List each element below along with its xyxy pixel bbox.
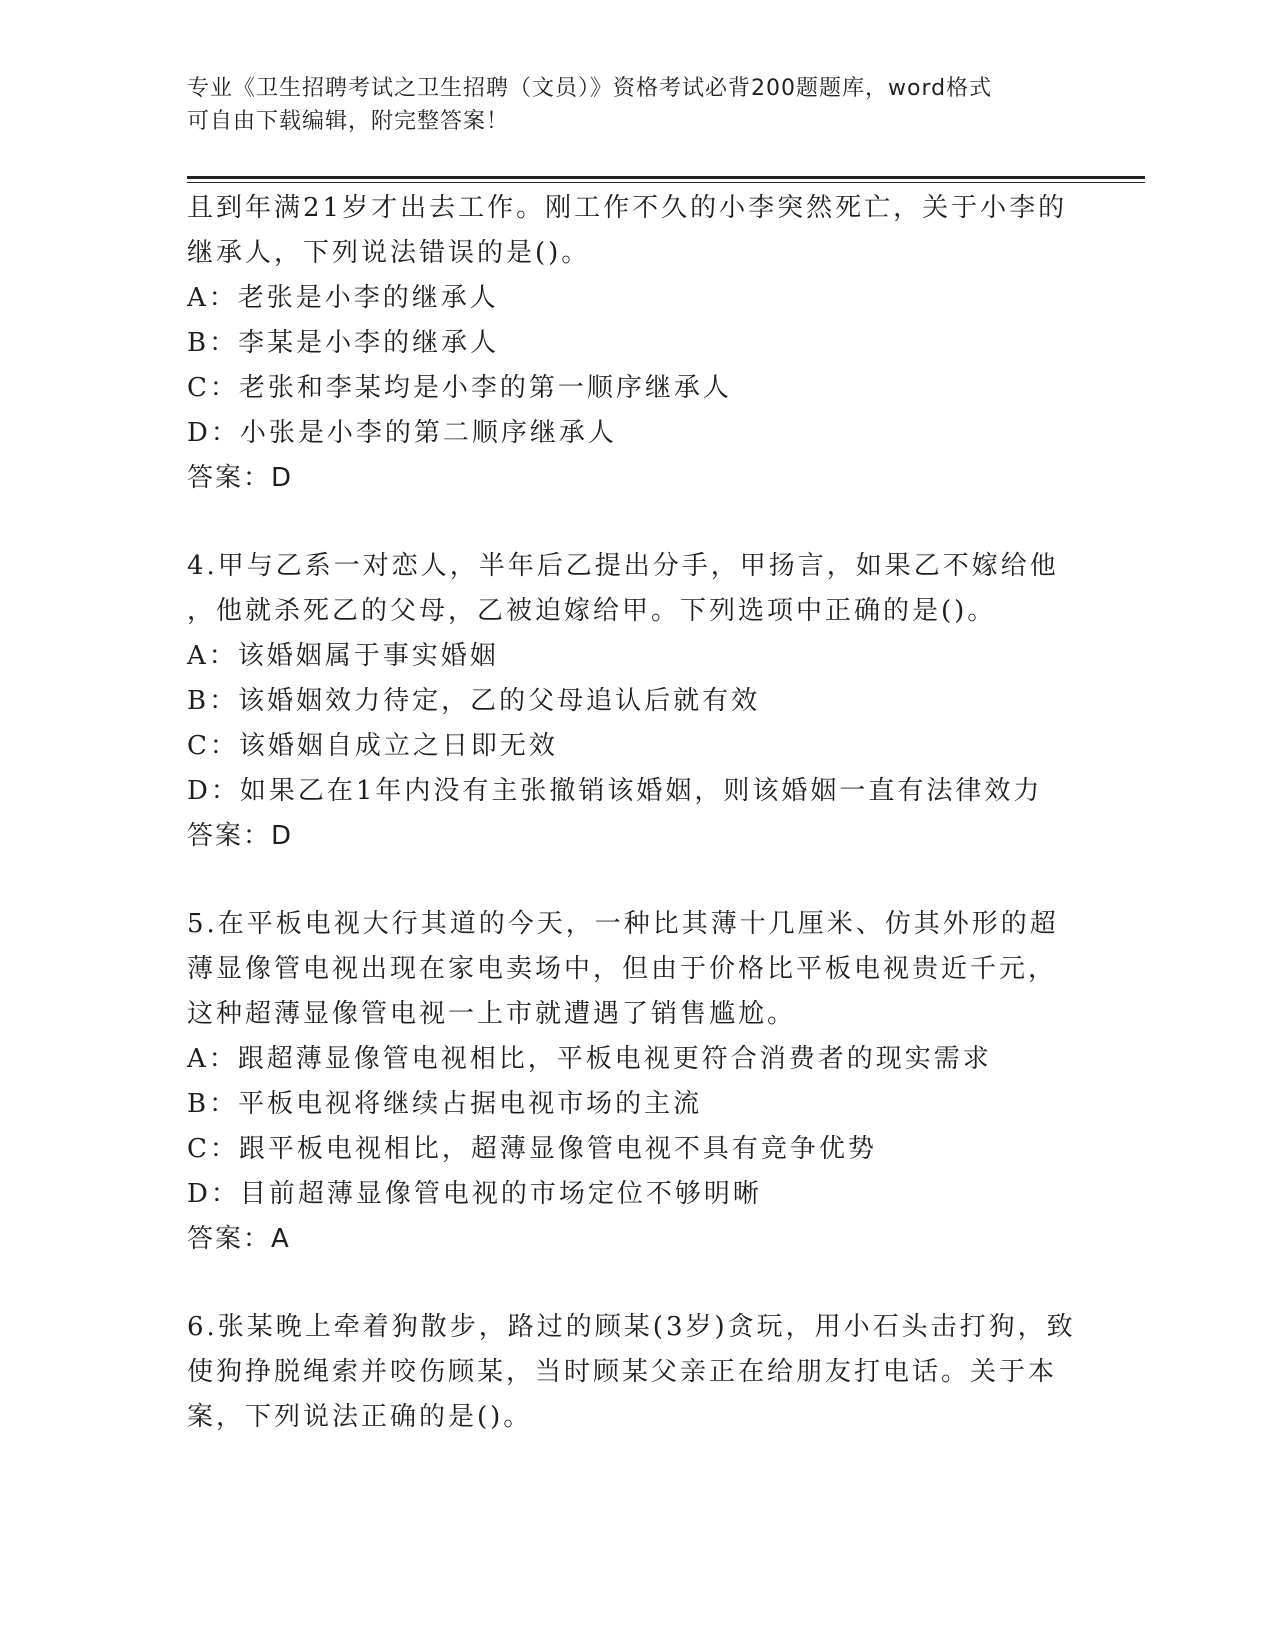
question-text-line: 薄显像管电视出现在家电卖场中，但由于价格比平板电视贵近千元， <box>187 954 1058 984</box>
question-text-line: 使狗挣脱绳索并咬伤顾某，当时顾某父亲正在给朋友打电话。关于本 <box>187 1357 1058 1387</box>
question-4 <box>187 544 1087 859</box>
option-c: C：该婚姻自成立之日即无效 <box>187 731 558 761</box>
option-a: A：老张是小李的继承人 <box>187 283 499 313</box>
option-a: A：该婚姻属于事实婚姻 <box>187 641 499 671</box>
question-text-line: 这种超薄显像管电视一上市就遭遇了销售尴尬。 <box>187 999 797 1029</box>
question-text-line: 且到年满21岁才出去工作。刚工作不久的小李突然死亡，关于小李的 <box>187 193 1068 223</box>
question-text-line: ，他就杀死乙的父母，乙被迫嫁给甲。下列选项中正确的是()。 <box>187 596 997 626</box>
question-6 <box>187 1305 1087 1440</box>
document-header <box>187 72 1067 138</box>
document-body <box>187 186 1087 1440</box>
header-line-2: 可自由下载编辑，附完整答案！ <box>187 109 510 134</box>
spacer <box>187 501 1087 544</box>
spacer <box>187 859 1087 902</box>
option-c: C：老张和李某均是小李的第一顺序继承人 <box>187 373 732 403</box>
header-divider-thick <box>187 176 1145 179</box>
option-a: A：跟超薄显像管电视相比，平板电视更符合消费者的现实需求 <box>187 1044 992 1074</box>
question-text-line: 案，下列说法正确的是()。 <box>187 1402 533 1432</box>
question-text-line: 5.在平板电视大行其道的今天，一种比其薄十几厘米、仿其外形的超 <box>187 909 1059 939</box>
question-text-line: 继承人，下列说法错误的是()。 <box>187 238 591 268</box>
answer-line: 答案：D <box>187 821 294 851</box>
option-d: D：小张是小李的第二顺序继承人 <box>187 418 617 448</box>
header-line-1: 专业《卫生招聘考试之卫生招聘（文员）》资格考试必背200题题库，word格式 <box>187 76 993 101</box>
question-text-line: 4.甲与乙系一对恋人，半年后乙提出分手，甲扬言，如果乙不嫁给他 <box>187 551 1059 581</box>
header-divider-thin <box>187 182 1145 183</box>
option-c: C：跟平板电视相比，超薄显像管电视不具有竞争优势 <box>187 1134 877 1164</box>
question-3 <box>187 186 1087 501</box>
option-d: D：目前超薄显像管电视的市场定位不够明晰 <box>187 1179 762 1209</box>
answer-line: 答案：D <box>187 463 294 493</box>
option-b: B：平板电视将继续占据电视市场的主流 <box>187 1089 703 1119</box>
answer-line: 答案：A <box>187 1224 291 1254</box>
question-5 <box>187 902 1087 1262</box>
question-text-line: 6.张某晚上牵着狗散步，路过的顾某(3岁)贪玩，用小石头击打狗，致 <box>187 1312 1076 1342</box>
option-d: D：如果乙在1年内没有主张撤销该婚姻，则该婚姻一直有法律效力 <box>187 776 1043 806</box>
option-b: B：该婚姻效力待定，乙的父母追认后就有效 <box>187 686 761 716</box>
option-b: B：李某是小李的继承人 <box>187 328 500 358</box>
spacer <box>187 1262 1087 1305</box>
